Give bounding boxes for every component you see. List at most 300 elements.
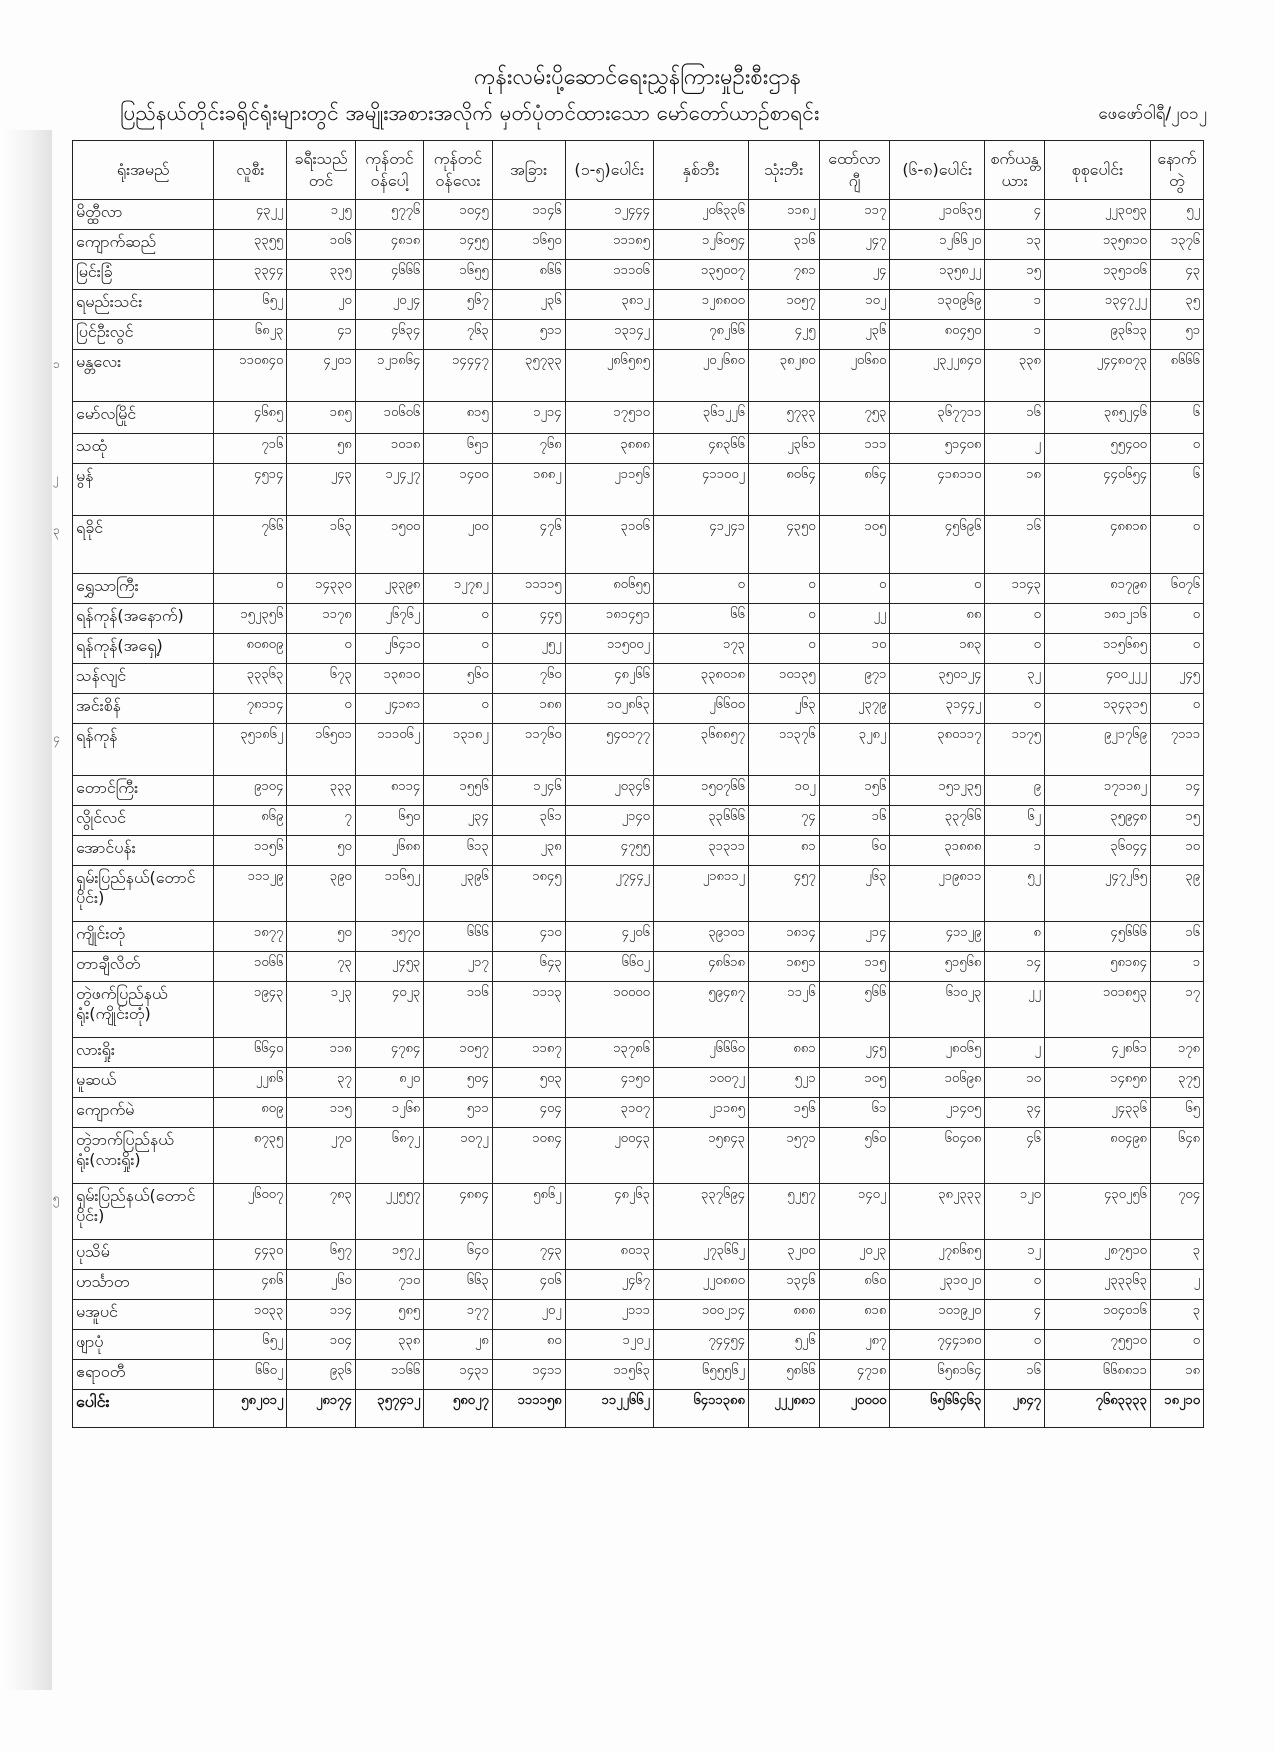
value-cell: ၀ bbox=[985, 634, 1045, 664]
value-cell: ၂၃၇၉ bbox=[819, 694, 890, 724]
value-cell: ၈၂၀ bbox=[355, 1068, 423, 1098]
value-cell: ၄ bbox=[985, 200, 1045, 230]
value-cell: ၂၀၀၄၃ bbox=[565, 1128, 653, 1184]
value-cell: ၁၅၅၆ bbox=[424, 776, 492, 806]
value-cell: ၃၄ bbox=[985, 1098, 1045, 1128]
table-row bbox=[73, 836, 1204, 866]
value-cell: ၄၇၆ bbox=[492, 516, 565, 574]
value-cell: ၄၁၂၄၁ bbox=[653, 516, 748, 574]
value-cell: ၂၀၂၆၈၀ bbox=[653, 350, 748, 402]
table-row bbox=[73, 1300, 1204, 1330]
value-cell: ၀ bbox=[890, 574, 985, 604]
value-cell: ၂၆၀ bbox=[287, 1270, 355, 1300]
table-row bbox=[73, 1038, 1204, 1068]
value-cell: ၃ bbox=[1150, 1300, 1203, 1330]
value-cell: ၇ bbox=[287, 806, 355, 836]
value-cell: ၄၆၈၅ bbox=[214, 402, 287, 434]
value-cell: ၂၆၃ bbox=[819, 866, 890, 922]
office-name-cell: မော်လမြိုင် bbox=[73, 402, 214, 434]
value-cell: ၂၄၇၂၆၅ bbox=[1044, 866, 1150, 922]
value-cell: ၆၁၃ bbox=[424, 836, 492, 866]
value-cell: ၂၄၃၃၆ bbox=[1044, 1098, 1150, 1128]
value-cell: ၄၀၂၃ bbox=[355, 982, 423, 1038]
value-cell: ၃၁၀၆ bbox=[565, 516, 653, 574]
value-cell: ၃၈၀၁၁၇ bbox=[890, 724, 985, 776]
value-cell: ၁၃၈၁၀ bbox=[355, 664, 423, 694]
value-cell: ၁၀၅၇ bbox=[748, 290, 819, 320]
value-cell: ၅၁၁ bbox=[424, 1098, 492, 1128]
value-cell: ၁၇၁၁၈၂ bbox=[1044, 776, 1150, 806]
value-cell: ၅၀ bbox=[287, 922, 355, 952]
value-cell: ၆၀ bbox=[819, 836, 890, 866]
value-cell: ၂၆၀၀၇ bbox=[214, 1184, 287, 1240]
value-cell: ၄၅၆၉၆ bbox=[890, 516, 985, 574]
office-name-cell: ပြင်ဦးလွင် bbox=[73, 320, 214, 350]
value-cell: ၁၀၂ bbox=[819, 290, 890, 320]
office-name-cell: သထုံ bbox=[73, 434, 214, 464]
value-cell: ၀ bbox=[985, 604, 1045, 634]
value-cell: ၁၁၈၇ bbox=[492, 1038, 565, 1068]
value-cell: ၇၁၁၁ bbox=[1150, 724, 1203, 776]
value-cell: ၆၆၃ bbox=[424, 1270, 492, 1300]
value-cell: ၉၂၁၇၆၉ bbox=[1044, 724, 1150, 776]
value-cell: ၁၆ bbox=[985, 402, 1045, 434]
value-cell: ၁၂၃ bbox=[287, 982, 355, 1038]
value-cell: ၅၁၄၀၈ bbox=[890, 434, 985, 464]
value-cell: ၂၀၂ bbox=[492, 1300, 565, 1330]
value-cell: ၃၅၉၄၈ bbox=[1044, 806, 1150, 836]
table-row bbox=[73, 1184, 1204, 1240]
table-row bbox=[73, 1330, 1204, 1360]
value-cell: ၀ bbox=[424, 694, 492, 724]
value-cell: ၁၅၀၀ bbox=[355, 516, 423, 574]
document-title: ကုန်းလမ်းပို့ဆောင်ရေးညွှန်ကြားမှုဦးစီးဌာန bbox=[473, 65, 802, 90]
value-cell: ၂၈၆၅၈၅ bbox=[565, 350, 653, 402]
value-cell: ၂၂၃၀၅၃ bbox=[1044, 200, 1150, 230]
value-cell: ၇၆၃ bbox=[424, 320, 492, 350]
value-cell: ၅၅၄၀၀ bbox=[1044, 434, 1150, 464]
table-row bbox=[73, 350, 1204, 402]
header-subtotal-6-8: (၆-၈)ပေါင်း bbox=[890, 141, 985, 200]
header-bus: ခရီးသည်တင် bbox=[287, 141, 355, 200]
value-cell: ၈၁၁၄ bbox=[355, 776, 423, 806]
value-cell: ၆၆၆ bbox=[424, 922, 492, 952]
office-name-cell: သန်လျင် bbox=[73, 664, 214, 694]
value-cell: ၁၁၅ bbox=[287, 1098, 355, 1128]
header-heavy-truck: ကုန်တင်ဝန်လေး bbox=[424, 141, 492, 200]
value-cell: ၂၈ bbox=[424, 1330, 492, 1360]
value-cell: ၄၂၀၁ bbox=[287, 350, 355, 402]
value-cell: ၁၁၄၃ bbox=[985, 574, 1045, 604]
value-cell: ၆၆ bbox=[653, 604, 748, 634]
value-cell: ၁၂၀၂ bbox=[565, 1330, 653, 1360]
value-cell: ၁၅၇၂ bbox=[355, 1240, 423, 1270]
value-cell: ၅၂ bbox=[985, 866, 1045, 922]
value-cell: ၁၈၂၁၀ bbox=[1150, 1390, 1203, 1428]
value-cell: ၃၉ bbox=[1150, 866, 1203, 922]
value-cell: ၁၈ bbox=[985, 464, 1045, 516]
value-cell: ၃၃၅၅ bbox=[214, 230, 287, 260]
table-row bbox=[73, 664, 1204, 694]
table-header-row bbox=[73, 141, 1204, 200]
value-cell: ၂၂၅၅၇ bbox=[355, 1184, 423, 1240]
value-cell: ၂၄၄၈၀၇၃ bbox=[1044, 350, 1150, 402]
value-cell: ၂၄၆၇ bbox=[565, 1270, 653, 1300]
value-cell: ၁၇၈ bbox=[1150, 1038, 1203, 1068]
value-cell: ၄၁၅၀ bbox=[565, 1068, 653, 1098]
value-cell: ၁၀၀၇၂ bbox=[653, 1068, 748, 1098]
value-cell: ၄၈၂၆၆ bbox=[565, 664, 653, 694]
table-body bbox=[53, 200, 1204, 1428]
value-cell: ၁၀၁၉၂၀ bbox=[890, 1300, 985, 1330]
value-cell: ၄ bbox=[985, 1300, 1045, 1330]
value-cell: ၁၃၁၈၂ bbox=[424, 724, 492, 776]
value-cell: ၅၆၀ bbox=[424, 664, 492, 694]
office-name-cell: ရှမ်းပြည်နယ်(တောင်ပိုင်း) bbox=[73, 866, 214, 922]
value-cell: ၁၁၁၂၉ bbox=[214, 866, 287, 922]
value-cell: ၃၃၈၀၁၈ bbox=[653, 664, 748, 694]
office-name-cell: မြင်းခြံ bbox=[73, 260, 214, 290]
value-cell: ၅၂၅၇ bbox=[748, 1184, 819, 1240]
value-cell: ၁၅၂၃၅၆ bbox=[214, 604, 287, 634]
value-cell: ၁၀၄၅ bbox=[424, 200, 492, 230]
value-cell: ၃၆၁၂၂၆ bbox=[653, 402, 748, 434]
value-cell: ၁၅၇၀ bbox=[355, 922, 423, 952]
value-cell: ၂၃၃၉၈ bbox=[355, 574, 423, 604]
value-cell: ၁၃၅၀၀၇ bbox=[653, 260, 748, 290]
value-cell: ၆၅ bbox=[1150, 1098, 1203, 1128]
value-cell: ၂၃၂၂၈၄၀ bbox=[890, 350, 985, 402]
value-cell: ၆၆၈၈၁၁ bbox=[1044, 1360, 1150, 1390]
value-cell: ၄၇၁၈ bbox=[819, 1360, 890, 1390]
office-name-cell: လားရှိုး bbox=[73, 1038, 214, 1068]
value-cell: ၈၀၆၅၅ bbox=[565, 574, 653, 604]
value-cell: ၃ bbox=[1150, 1240, 1203, 1270]
office-name-cell: တောင်ကြီး bbox=[73, 776, 214, 806]
value-cell: ၈၆၄ bbox=[819, 464, 890, 516]
value-cell: ၈၈၁ bbox=[748, 1038, 819, 1068]
table-row bbox=[73, 1360, 1204, 1390]
value-cell: ၅၈၂၀၁၂ bbox=[214, 1390, 287, 1428]
value-cell: ၁၄၄၄၇ bbox=[424, 350, 492, 402]
value-cell: ၂ bbox=[1150, 1270, 1203, 1300]
value-cell: ၁၈၄၅ bbox=[492, 866, 565, 922]
value-cell: ၄၈၆၁၈ bbox=[653, 952, 748, 982]
value-cell: ၁၀၆၆ bbox=[214, 952, 287, 982]
value-cell: ၂၀၂၃ bbox=[819, 1240, 890, 1270]
value-cell: ၆၅၂ bbox=[214, 1330, 287, 1360]
value-cell: ၄၁၁၀၀၂ bbox=[653, 464, 748, 516]
value-cell: ၂၃၆၁ bbox=[748, 434, 819, 464]
value-cell: ၂၇၀ bbox=[287, 1128, 355, 1184]
table-row bbox=[73, 1098, 1204, 1128]
table-row bbox=[73, 464, 1204, 516]
value-cell: ၂၄၃ bbox=[287, 464, 355, 516]
value-cell: ၇၈၃ bbox=[287, 1184, 355, 1240]
value-cell: ၅၀၄ bbox=[424, 1068, 492, 1098]
value-cell: ၃၆၁ bbox=[492, 806, 565, 836]
value-cell: ၅၁၅၆၈ bbox=[890, 952, 985, 982]
value-cell: ၁၂၁၄ bbox=[492, 402, 565, 434]
table-row bbox=[73, 866, 1204, 922]
total-row bbox=[73, 1390, 1204, 1428]
value-cell: ၂၈၇၅၁၀ bbox=[1044, 1240, 1150, 1270]
value-cell: ၂၈၁၇၄ bbox=[287, 1390, 355, 1428]
value-cell: ၁၀၁၃၅ bbox=[748, 664, 819, 694]
value-cell: ၀ bbox=[214, 574, 287, 604]
value-cell: ၁၁၃၇၆ bbox=[748, 724, 819, 776]
reference-date: ဖေဖော်ဝါရီ/၂၀၁၂ bbox=[1098, 104, 1207, 124]
value-cell: ၄၂၀၆ bbox=[565, 922, 653, 952]
value-cell: ၇၁၆ bbox=[214, 434, 287, 464]
table-row bbox=[73, 434, 1204, 464]
value-cell: ၁၂၇၈၂ bbox=[424, 574, 492, 604]
value-cell: ၁၆၅၅ bbox=[424, 260, 492, 290]
value-cell: ၁၁၄၆ bbox=[492, 200, 565, 230]
table-row bbox=[73, 806, 1204, 836]
value-cell: ၂ bbox=[985, 1038, 1045, 1068]
value-cell: ၁၀၃၃ bbox=[214, 1300, 287, 1330]
registration-table bbox=[53, 140, 1204, 1428]
value-cell: ၁၅၆ bbox=[819, 776, 890, 806]
value-cell: ၄၅၇ bbox=[748, 866, 819, 922]
value-cell: ၈၁၅ bbox=[424, 402, 492, 434]
value-cell: ၄၄၅ bbox=[492, 604, 565, 634]
office-name-cell: မအူပင် bbox=[73, 1300, 214, 1330]
value-cell: ၄၈၁၈ bbox=[355, 230, 423, 260]
value-cell: ၇၈၁ bbox=[748, 260, 819, 290]
office-name-cell: ကျိုင်းတုံ bbox=[73, 922, 214, 952]
value-cell: ၆၆၀၂ bbox=[214, 1360, 287, 1390]
value-cell: ၆ bbox=[1150, 464, 1203, 516]
value-cell: ၆၄၀ bbox=[424, 1240, 492, 1270]
value-cell: ၁၁၇၅ bbox=[985, 724, 1045, 776]
value-cell: ၃၁၀၇ bbox=[565, 1098, 653, 1128]
value-cell: ၁၄ bbox=[1150, 776, 1203, 806]
value-cell: ၃၇၅ bbox=[1150, 1068, 1203, 1098]
value-cell: ၁၆ bbox=[985, 1360, 1045, 1390]
value-cell: ၆၅၆၆၄၆၃ bbox=[890, 1390, 985, 1428]
value-cell: ၃၅၇၃၃ bbox=[492, 350, 565, 402]
value-cell: ၁၄၅၅ bbox=[424, 230, 492, 260]
value-cell: ၁၆၅၀၁ bbox=[287, 724, 355, 776]
value-cell: ၄၈၂၆၃ bbox=[565, 1184, 653, 1240]
value-cell: ၀ bbox=[1150, 434, 1203, 464]
value-cell: ၀ bbox=[748, 604, 819, 634]
value-cell: ၆၆၄၀ bbox=[214, 1038, 287, 1068]
value-cell: ၁၂၄၂၇ bbox=[355, 464, 423, 516]
value-cell: ၁၃၇၈၆ bbox=[565, 1038, 653, 1068]
value-cell: ၁၈၅ bbox=[287, 402, 355, 434]
value-cell: ၂၃၆ bbox=[492, 290, 565, 320]
value-cell: ၂၄၁၈၁ bbox=[355, 694, 423, 724]
value-cell: ၁၂၅ bbox=[287, 200, 355, 230]
value-cell: ၁၃၅၈၁၀ bbox=[1044, 230, 1150, 260]
value-cell: ၆၅၇ bbox=[287, 1240, 355, 1270]
value-cell: ၈၈၈ bbox=[748, 1300, 819, 1330]
value-cell: ၆၄၈ bbox=[1150, 1128, 1203, 1184]
table-row bbox=[73, 1240, 1204, 1270]
value-cell: ၅၈၆၂ bbox=[492, 1184, 565, 1240]
value-cell: ၁၈၇၇ bbox=[214, 922, 287, 952]
value-cell: ၄၈၃၆၆ bbox=[653, 434, 748, 464]
value-cell: ၇၄၄၅၄ bbox=[653, 1330, 748, 1360]
value-cell: ၀ bbox=[1150, 634, 1203, 664]
office-name-cell: မိတ္ထီလာ bbox=[73, 200, 214, 230]
header-subtotal-1-5: (၁-၅)ပေါင်း bbox=[565, 141, 653, 200]
value-cell: ၁၂၄၆ bbox=[492, 776, 565, 806]
office-name-cell: တွဲဖက်ပြည်နယ်ရုံး(ကျိုင်းတုံ) bbox=[73, 982, 214, 1038]
value-cell: ၂၁၈၁၁၂ bbox=[653, 866, 748, 922]
value-cell: ၂၁၁၁ bbox=[565, 1300, 653, 1330]
value-cell: ၂၁၄၀၅ bbox=[890, 1098, 985, 1128]
value-cell: ၁၄၁၁ bbox=[492, 1360, 565, 1390]
office-name-cell: အင်းစိန် bbox=[73, 694, 214, 724]
value-cell: ၂ bbox=[985, 434, 1045, 464]
value-cell: ၇၆၈ bbox=[492, 434, 565, 464]
value-cell: ၁၁၂၂၆၆၂ bbox=[565, 1390, 653, 1428]
value-cell: ၂၂၀၈၈၀ bbox=[653, 1270, 748, 1300]
value-cell: ၁၀၆၀၆ bbox=[355, 402, 423, 434]
value-cell: ၂၄ bbox=[819, 260, 890, 290]
value-cell: ၂၃၈ bbox=[492, 836, 565, 866]
value-cell: ၂၂ bbox=[819, 604, 890, 634]
value-cell: ၁၄၀၂ bbox=[819, 1184, 890, 1240]
office-name-cell: ကျောက်ဆည် bbox=[73, 230, 214, 260]
value-cell: ၁၃၅၁၀၆ bbox=[1044, 260, 1150, 290]
value-cell: ၉၃၆၁၃ bbox=[1044, 320, 1150, 350]
value-cell: ၆၇၃ bbox=[287, 664, 355, 694]
value-cell: ၉၇၁ bbox=[819, 664, 890, 694]
value-cell: ၀ bbox=[819, 574, 890, 604]
value-cell: ၃၃၈ bbox=[355, 1330, 423, 1360]
value-cell: ၅၆၇ bbox=[424, 290, 492, 320]
value-cell: ၁၃၅၈၂၂ bbox=[890, 260, 985, 290]
value-cell: ၂၀ bbox=[287, 290, 355, 320]
value-cell: ၁၀၅ bbox=[819, 1068, 890, 1098]
value-cell: ၀ bbox=[287, 634, 355, 664]
value-cell: ၂၁၄၀ bbox=[565, 806, 653, 836]
value-cell: ၇၄ bbox=[748, 806, 819, 836]
table-row bbox=[73, 604, 1204, 634]
value-cell: ၁၃၄၃၁၅ bbox=[1044, 694, 1150, 724]
value-cell: ၁၃ bbox=[985, 230, 1045, 260]
value-cell: ၃၅၁၈၆၂ bbox=[214, 724, 287, 776]
value-cell: ၁၁၆ bbox=[424, 982, 492, 1038]
value-cell: ၂၃၄ bbox=[424, 806, 492, 836]
value-cell: ၂၀၆၈၀ bbox=[819, 350, 890, 402]
value-cell: ၃၈၅၂၄၆ bbox=[1044, 402, 1150, 434]
value-cell: ၁၈၅၁ bbox=[748, 952, 819, 982]
value-cell: ၇၈၂၆၆ bbox=[653, 320, 748, 350]
value-cell: ၀ bbox=[653, 574, 748, 604]
value-cell: ၅၀ bbox=[287, 836, 355, 866]
value-cell: ၁၀၆ bbox=[287, 230, 355, 260]
office-name-cell: တာချီလိတ် bbox=[73, 952, 214, 982]
value-cell: ၇၈၁၁၄ bbox=[214, 694, 287, 724]
value-cell: ၁၈၃ bbox=[890, 634, 985, 664]
serial-number: ၁ bbox=[53, 357, 60, 371]
value-cell: ၃၃၇၆၆ bbox=[890, 806, 985, 836]
office-name-cell: ရန်ကုန် ၄ bbox=[73, 724, 214, 776]
value-cell: ၄၀၀၂၂၂ bbox=[1044, 664, 1150, 694]
value-cell: ၁၂၆၆၂၀ bbox=[890, 230, 985, 260]
value-cell: ၈ bbox=[985, 922, 1045, 952]
value-cell: ၂၆၆၀၀ bbox=[653, 694, 748, 724]
value-cell: ၇၅၅၁၀ bbox=[1044, 1330, 1150, 1360]
value-cell: ၇၆၆ bbox=[214, 516, 287, 574]
value-cell: ၀ bbox=[287, 694, 355, 724]
value-cell: ၁၂ bbox=[985, 1240, 1045, 1270]
value-cell: ၃၉၀ bbox=[287, 866, 355, 922]
value-cell: ၂၄၅ bbox=[819, 1038, 890, 1068]
value-cell: ၁၀၂၈၆၃ bbox=[565, 694, 653, 724]
value-cell: ၅၈၅ bbox=[355, 1300, 423, 1330]
value-cell: ၆၁၀၂၃ bbox=[890, 982, 985, 1038]
value-cell: ၁၁၅၆၈၅ bbox=[1044, 634, 1150, 664]
value-cell: ၇၅၃ bbox=[819, 402, 890, 434]
value-cell: ၁၂၄၄၄ bbox=[565, 200, 653, 230]
value-cell: ၅၈၁၈၄ bbox=[1044, 952, 1150, 982]
table-row bbox=[73, 320, 1204, 350]
value-cell: ၂၃၆ bbox=[819, 320, 890, 350]
value-cell: ၃၃၄၄ bbox=[214, 260, 287, 290]
office-name-cell: ပုသိမ် bbox=[73, 1240, 214, 1270]
value-cell: ၄၆၆၆ bbox=[355, 260, 423, 290]
value-cell: ၁၈၁၂၁၆ bbox=[1044, 604, 1150, 634]
office-name-cell: ဧရာဝတီ bbox=[73, 1360, 214, 1390]
value-cell: ၉၁၀၄ bbox=[214, 776, 287, 806]
value-cell: ၂၇၄၄၂ bbox=[565, 866, 653, 922]
value-cell: ၂၄၅ bbox=[1150, 664, 1203, 694]
value-cell: ၁၁၁၀၆ bbox=[565, 260, 653, 290]
value-cell: ၁၁၆၅၂ bbox=[355, 866, 423, 922]
value-cell: ၃၆၇၇၁၁ bbox=[890, 402, 985, 434]
value-cell: ၆၁ bbox=[819, 1098, 890, 1128]
value-cell: ၁၁၅၆ bbox=[214, 836, 287, 866]
value-cell: ၁၀၈၄ bbox=[492, 1128, 565, 1184]
value-cell: ၄၃၅၀ bbox=[748, 516, 819, 574]
value-cell: ၁၀၇၂ bbox=[424, 1128, 492, 1184]
value-cell: ၁၆ bbox=[1150, 922, 1203, 952]
value-cell: ၁၂၁၈၆၄ bbox=[355, 350, 423, 402]
value-cell: ၇၄၄၁၈၀ bbox=[890, 1330, 985, 1360]
value-cell: ၁၁၅ bbox=[819, 952, 890, 982]
value-cell: ၁၁၇၈ bbox=[287, 604, 355, 634]
table-row bbox=[73, 694, 1204, 724]
value-cell: ၃၃၃၆၃ bbox=[214, 664, 287, 694]
value-cell: ၁၂၈၈၀၀ bbox=[653, 290, 748, 320]
serial-number: ၄ bbox=[53, 731, 60, 745]
header-trawlergi: ထော်လာဂျီ bbox=[819, 141, 890, 200]
office-name-cell: မူဆယ် bbox=[73, 1068, 214, 1098]
table-row bbox=[73, 402, 1204, 434]
value-cell: ၀ bbox=[424, 604, 492, 634]
value-cell: ၂၈၇ bbox=[819, 1330, 890, 1360]
value-cell: ၁၁၁၁၅ bbox=[492, 574, 565, 604]
value-cell: ၁၅၇၁ bbox=[748, 1128, 819, 1184]
value-cell: ၆၀၇၆ bbox=[1150, 574, 1203, 604]
value-cell: ၁၁၅၀၀၂ bbox=[565, 634, 653, 664]
value-cell: ၂၈၀၆၅ bbox=[890, 1038, 985, 1068]
value-cell: ၈၆၀ bbox=[819, 1270, 890, 1300]
value-cell: ၁၃၄၆ bbox=[748, 1270, 819, 1300]
value-cell: ၄၂၈၆၁ bbox=[1044, 1038, 1150, 1068]
value-cell: ၆၈၂၃ bbox=[214, 320, 287, 350]
value-cell: ၆ bbox=[1150, 402, 1203, 434]
office-name-cell: တွဲဘက်ပြည်နယ်ရုံး(လားရှိုး) bbox=[73, 1128, 214, 1184]
value-cell: ၁၁၁၈၅ bbox=[565, 230, 653, 260]
